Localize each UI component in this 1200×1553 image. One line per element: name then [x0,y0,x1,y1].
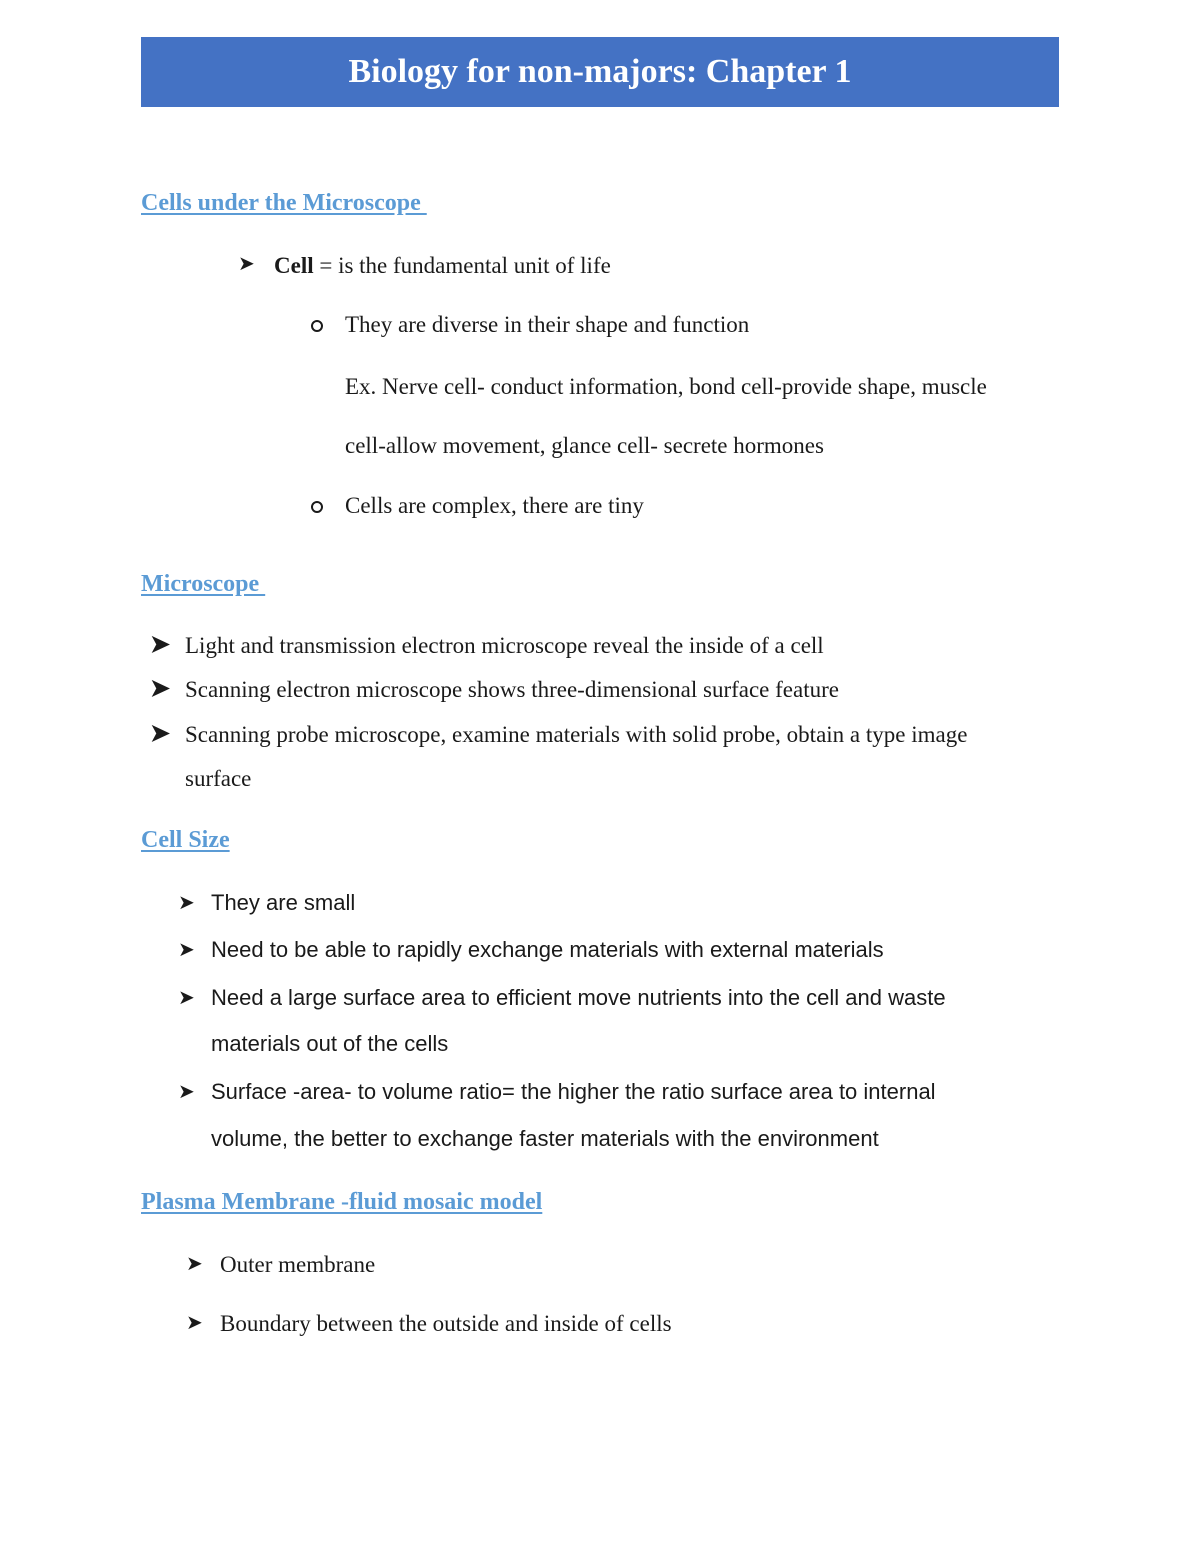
list-item: Surface -area- to volume ratio= the higher the ratio surface area to internal [211,1079,936,1104]
list-item: Boundary between the outside and inside of cells [220,1311,672,1336]
page-title: Biology for non-majors: Chapter 1 [348,53,852,90]
arrow-bullet-icon: ➤ [178,939,195,961]
list-item: Need a large surface area to efficient move nutrients into the cell and waste [211,985,946,1010]
list-item: Scanning probe microscope, examine materials with solid probe, obtain a type image [185,722,968,747]
arrow-bullet-icon: ➤ [186,1312,203,1334]
list-item-continuation: volume, the better to exchange faster materials with the environment [211,1126,879,1151]
list-item: Scanning electron microscope shows three-dimensional surface feature [185,677,839,702]
list-item: Cell = is the fundamental unit of life [274,253,611,278]
arrow-bullet-icon: ➤ [186,1253,203,1275]
section-heading-plasma-membrane: Plasma Membrane -fluid mosaic model [141,1189,543,1215]
example-line-1: Ex. Nerve cell- conduct information, bond cell-provide shape, muscle [345,374,987,399]
arrow-bullet-icon: ➤ [178,987,195,1009]
term-cell: Cell [274,253,314,278]
list-item: They are small [211,890,356,915]
section-heading-cell-size: Cell Size [141,827,230,853]
list-item-continuation: surface [185,766,252,791]
section-heading-microscope: Microscope [141,571,266,597]
arrow-bullet-icon: ➤ [178,892,195,914]
list-item: Light and transmission electron microscope reveal the inside of a cell [185,633,824,658]
arrow-bullet-icon: ➤ [150,632,171,658]
sub-list-item: Cells are complex, there are tiny [345,493,644,518]
arrow-bullet-icon: ➤ [238,253,255,275]
list-item: Outer membrane [220,1252,376,1277]
arrow-bullet-icon: ➤ [150,721,171,747]
arrow-bullet-icon: ➤ [178,1081,195,1103]
section-heading-cells-under-microscope: Cells under the Microscope [141,190,427,216]
example-line-2: cell-allow movement, glance cell- secrete hormones [345,433,824,458]
list-item: Need to be able to rapidly exchange materials with external materials [211,937,884,962]
list-item-continuation: materials out of the cells [211,1031,449,1056]
sub-list-item: They are diverse in their shape and function [345,312,750,337]
circle-bullet-icon [311,320,323,332]
title-banner [141,37,1059,107]
circle-bullet-icon [311,501,323,513]
arrow-bullet-icon: ➤ [150,676,171,702]
